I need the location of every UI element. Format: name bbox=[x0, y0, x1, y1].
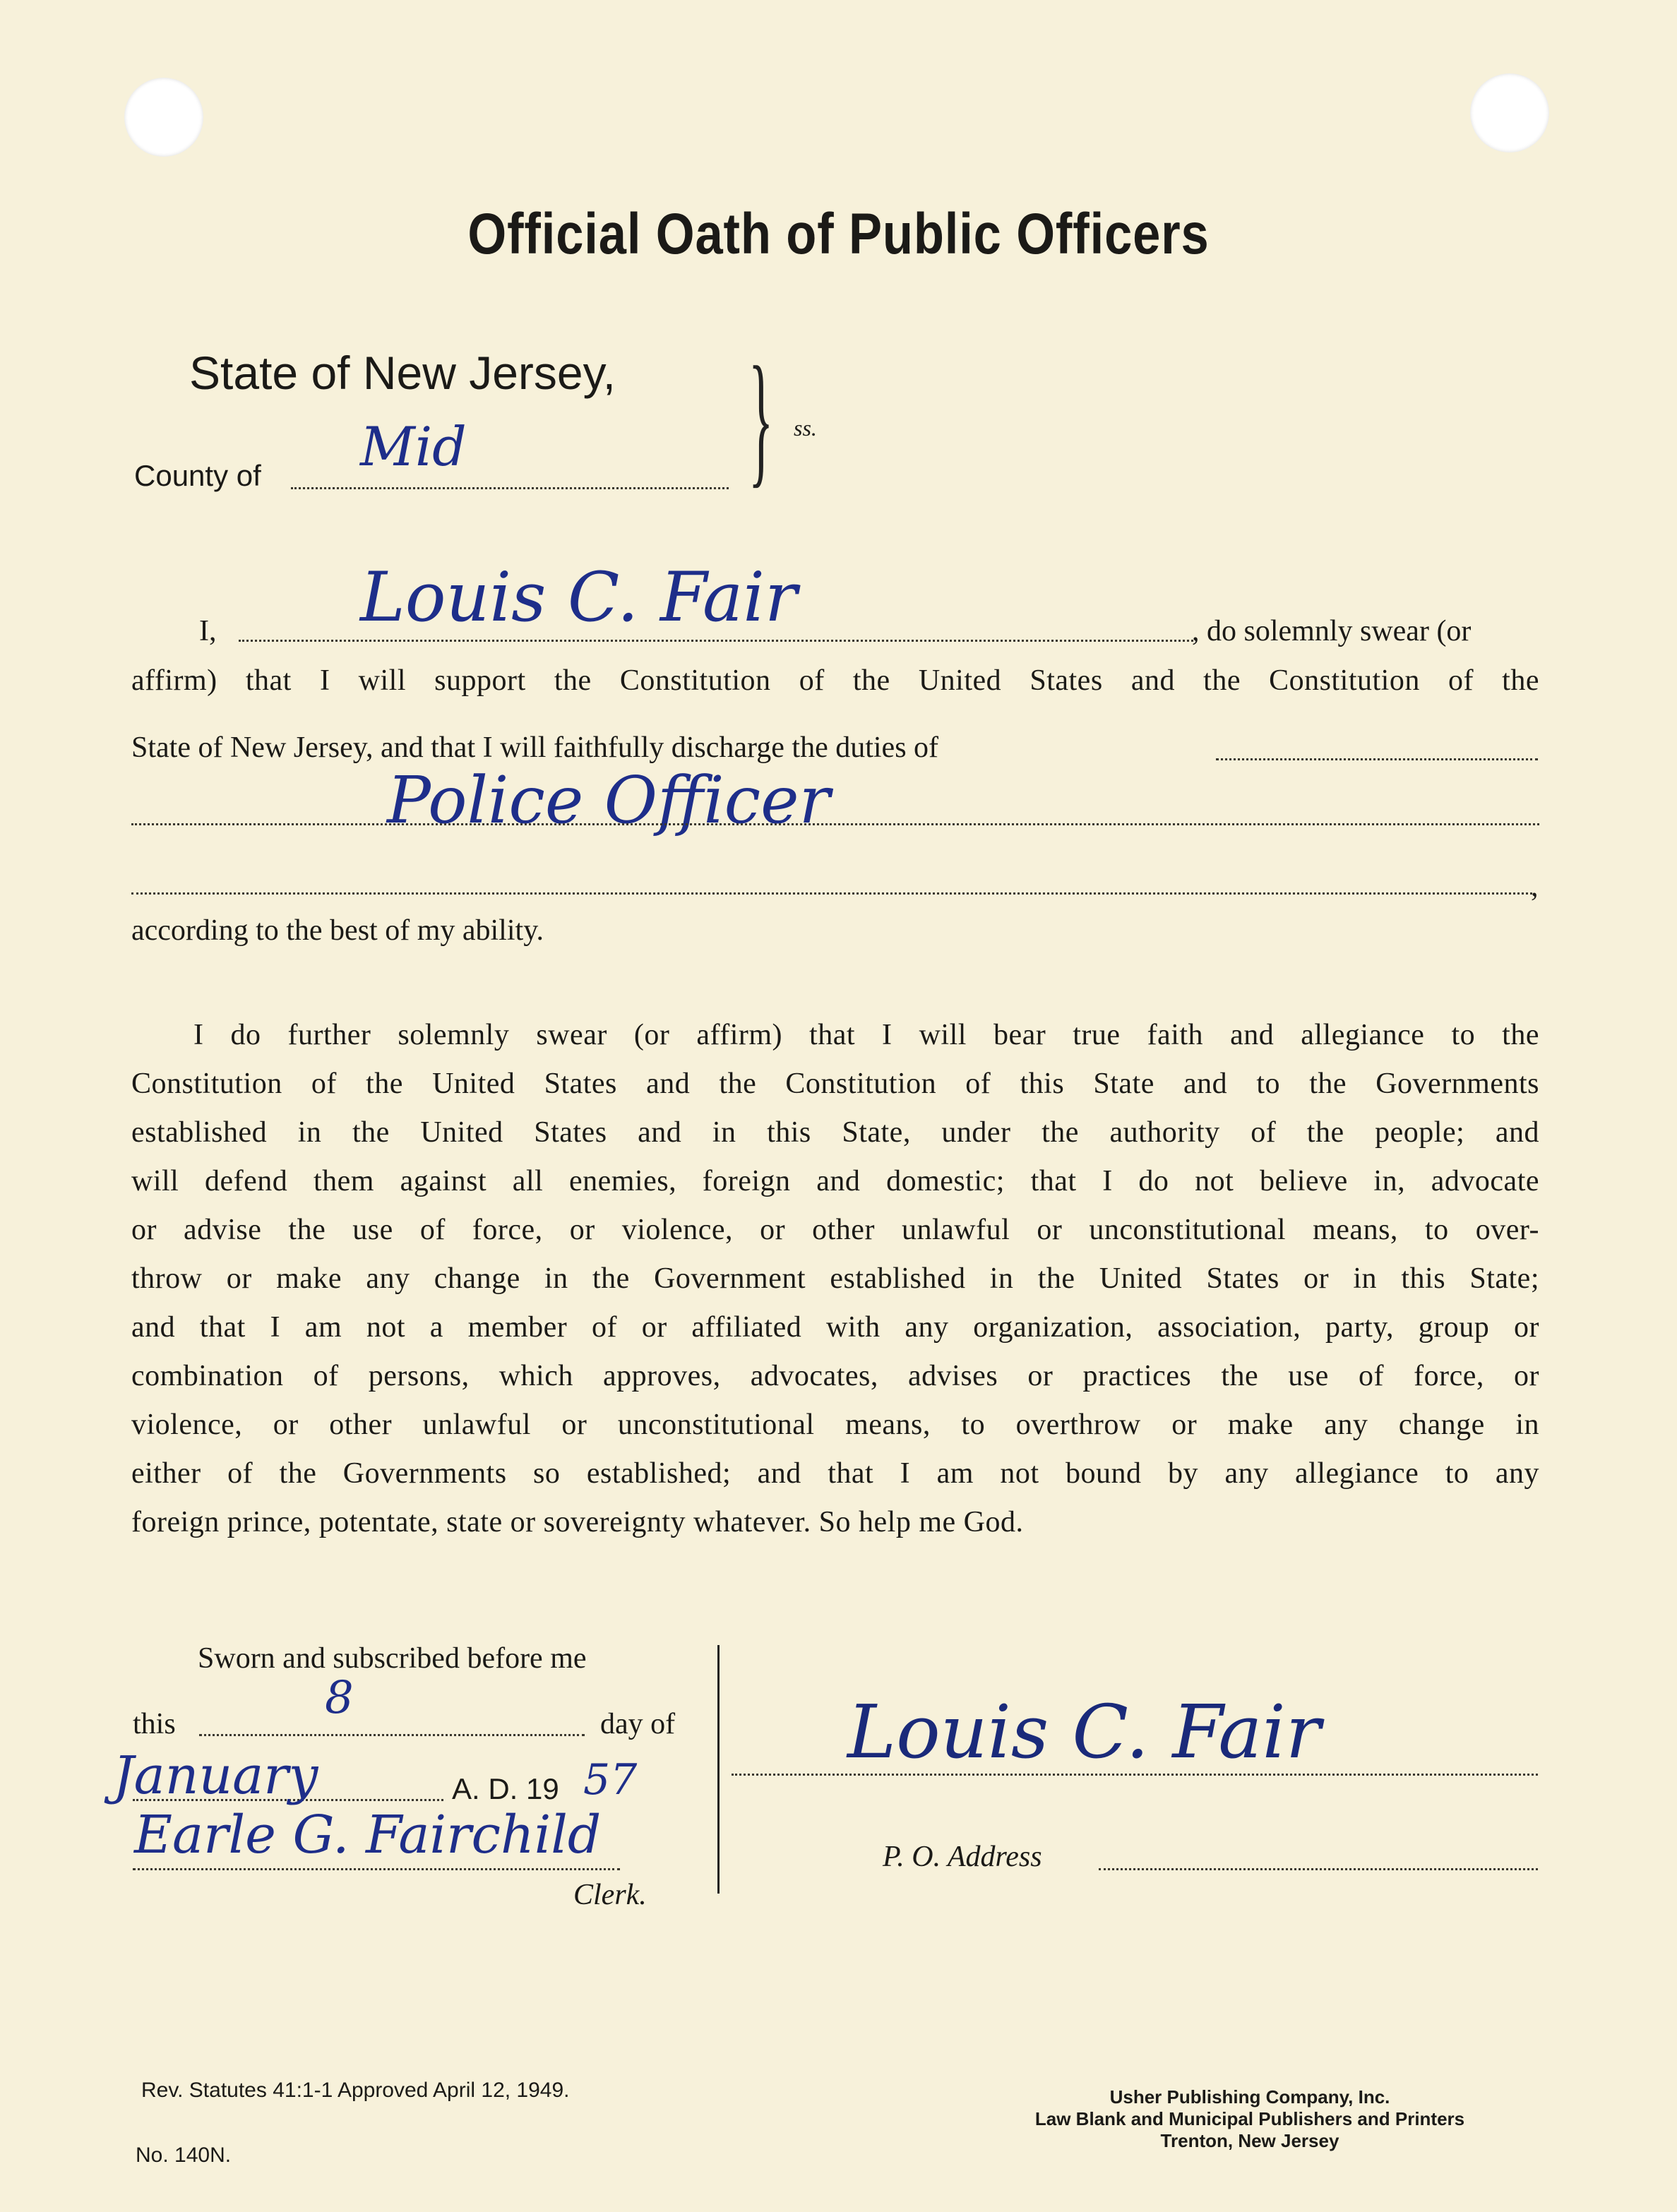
ad-label: A. D. 19 bbox=[452, 1772, 559, 1805]
oath-line-2: affirm) that I will support the Constitution of the United States and the Constitution of the bbox=[131, 664, 1539, 697]
sworn-text: Sworn and subscribed before me bbox=[198, 1642, 587, 1675]
clerk-label: Clerk. bbox=[573, 1879, 647, 1911]
swear-text: , do solemnly swear (or bbox=[1192, 615, 1472, 647]
punch-hole-right bbox=[1470, 73, 1549, 153]
year-handwritten-value: 57 bbox=[583, 1755, 638, 1805]
state-line: State of New Jersey, bbox=[189, 347, 616, 399]
po-address-label: P. O. Address bbox=[883, 1841, 1042, 1873]
further-oath-line: and that I am not a member of or affiliated with any organization, association, party, group or bbox=[131, 1311, 1539, 1344]
punch-hole-left bbox=[124, 78, 203, 157]
day-handwritten-value: 8 bbox=[325, 1672, 354, 1724]
publisher-description: Law Blank and Municipal Publishers and Printers bbox=[1034, 2108, 1465, 2129]
clerk-signature: Earle G. Fairchild bbox=[134, 1805, 602, 1865]
statute-citation: Rev. Statutes 41:1-1 Approved April 12, 1949. bbox=[141, 2079, 570, 2102]
publisher-location: Trenton, New Jersey bbox=[1160, 2130, 1339, 2151]
duties-field-line-3 bbox=[131, 892, 1532, 895]
ability-line: according to the best of my ability. bbox=[131, 914, 544, 947]
form-number: No. 140N. bbox=[136, 2144, 232, 2167]
county-label: County of bbox=[134, 459, 261, 492]
further-oath-line: or advise the use of force, or violence, or other unlawful or unconstitutional means, to over- bbox=[131, 1214, 1539, 1246]
further-oath-line: violence, or other unlawful or unconstitutional means, to overthrow or make any change in bbox=[131, 1409, 1539, 1441]
oath-line-3: State of New Jersey, and that I will faithfully discharge the duties of bbox=[131, 731, 939, 764]
further-oath-paragraph bbox=[131, 1011, 1539, 1547]
further-oath-line: Constitution of the United States and the Constitution of this State and to the Governments bbox=[131, 1068, 1539, 1100]
ss-label: ss. bbox=[794, 415, 817, 441]
form-title: Official Oath of Public Officers bbox=[467, 202, 1210, 266]
jurat-bracket bbox=[709, 1645, 720, 1894]
name-handwritten-value: Louis C. Fair bbox=[360, 558, 797, 637]
further-oath-line: combination of persons, which approves, advocates, advises or practices the use of force, or bbox=[131, 1360, 1539, 1392]
further-oath-line: established in the United States and in this State, under the authority of the people; and bbox=[131, 1116, 1539, 1149]
county-handwritten-value: Mid bbox=[360, 415, 467, 478]
duties-field-line-2 bbox=[131, 823, 1539, 825]
further-oath-line: will defend them against all enemies, foreign and domestic; that I do not believe in, advocate bbox=[131, 1165, 1539, 1197]
venue-brace: } bbox=[748, 337, 774, 501]
clerk-signature-line bbox=[133, 1868, 620, 1870]
day-of-label: day of bbox=[600, 1708, 676, 1740]
oath-lead: I, bbox=[199, 615, 217, 647]
publisher-name: Usher Publishing Company, Inc. bbox=[1109, 2086, 1390, 2108]
day-field-line bbox=[199, 1734, 585, 1736]
this-label: this bbox=[133, 1708, 176, 1740]
po-address-field-line bbox=[1099, 1868, 1538, 1870]
duties-handwritten-value: Police Officer bbox=[387, 763, 830, 838]
publisher-block bbox=[946, 2086, 1553, 2152]
further-oath-line: I do further solemnly swear (or affirm) that I will bear true faith and allegiance to the bbox=[193, 1019, 1539, 1051]
further-oath-line: either of the Governments so established; and that I am not bound by any allegiance to any bbox=[131, 1457, 1539, 1490]
further-oath-line: throw or make any change in the Government established in the United States or in this State; bbox=[131, 1262, 1539, 1295]
affiant-signature: Louis C. Fair bbox=[847, 1689, 1321, 1775]
duties-field-line-1 bbox=[1216, 758, 1538, 760]
name-field-line bbox=[239, 640, 1193, 642]
month-handwritten-value: January bbox=[113, 1745, 318, 1806]
duties-comma: , bbox=[1531, 871, 1539, 903]
county-field-line bbox=[291, 487, 729, 489]
further-oath-line: foreign prince, potentate, state or sovereignty whatever. So help me God. bbox=[131, 1506, 1024, 1538]
